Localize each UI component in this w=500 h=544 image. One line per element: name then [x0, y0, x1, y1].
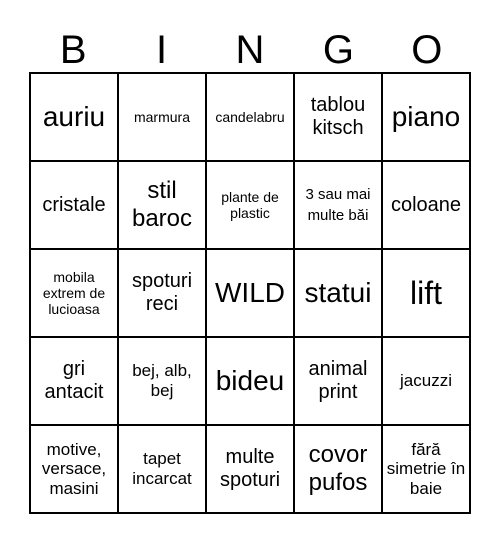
bingo-cell[interactable]: tapet incarcat	[118, 425, 206, 513]
bingo-cell[interactable]: lift	[382, 249, 470, 337]
bingo-cell[interactable]: covor pufos	[294, 425, 382, 513]
bingo-cell[interactable]: fără simetrie în baie	[382, 425, 470, 513]
header-letter-g: G	[322, 28, 354, 72]
bingo-cell[interactable]: gri antacit	[30, 337, 118, 425]
bingo-grid	[29, 72, 471, 514]
bingo-cell[interactable]: piano	[382, 73, 470, 161]
bingo-cell[interactable]: coloane	[382, 161, 470, 249]
bingo-cell[interactable]: marmura	[118, 73, 206, 161]
bingo-cell[interactable]: spoturi reci	[118, 249, 206, 337]
bingo-cell[interactable]: motive, versace, masini	[30, 425, 118, 513]
bingo-cell[interactable]: animal print	[294, 337, 382, 425]
bingo-cell[interactable]: multe spoturi	[206, 425, 294, 513]
bingo-cell[interactable]: candelabru	[206, 73, 294, 161]
bingo-cell[interactable]: statui	[294, 249, 382, 337]
header-letter-b: B	[59, 28, 87, 72]
bingo-cell[interactable]: bej, alb, bej	[118, 337, 206, 425]
bingo-cell[interactable]: bideu	[206, 337, 294, 425]
bingo-cell[interactable]: auriu	[30, 73, 118, 161]
bingo-cell[interactable]: 3 sau mai multe băi	[294, 161, 382, 249]
bingo-cell[interactable]: mobila extrem de lucioasa	[30, 249, 118, 337]
free-space-cell[interactable]: WILD	[206, 249, 294, 337]
bingo-cell[interactable]: cristale	[30, 161, 118, 249]
bingo-cell[interactable]: jacuzzi	[382, 337, 470, 425]
header-letter-o: O	[411, 28, 443, 72]
bingo-cell[interactable]: stil baroc	[118, 161, 206, 249]
bingo-header	[29, 28, 471, 72]
header-letter-n: N	[235, 28, 265, 72]
header-letter-i: I	[156, 28, 168, 72]
bingo-cell[interactable]: tablou kitsch	[294, 73, 382, 161]
bingo-cell[interactable]: plante de plastic	[206, 161, 294, 249]
